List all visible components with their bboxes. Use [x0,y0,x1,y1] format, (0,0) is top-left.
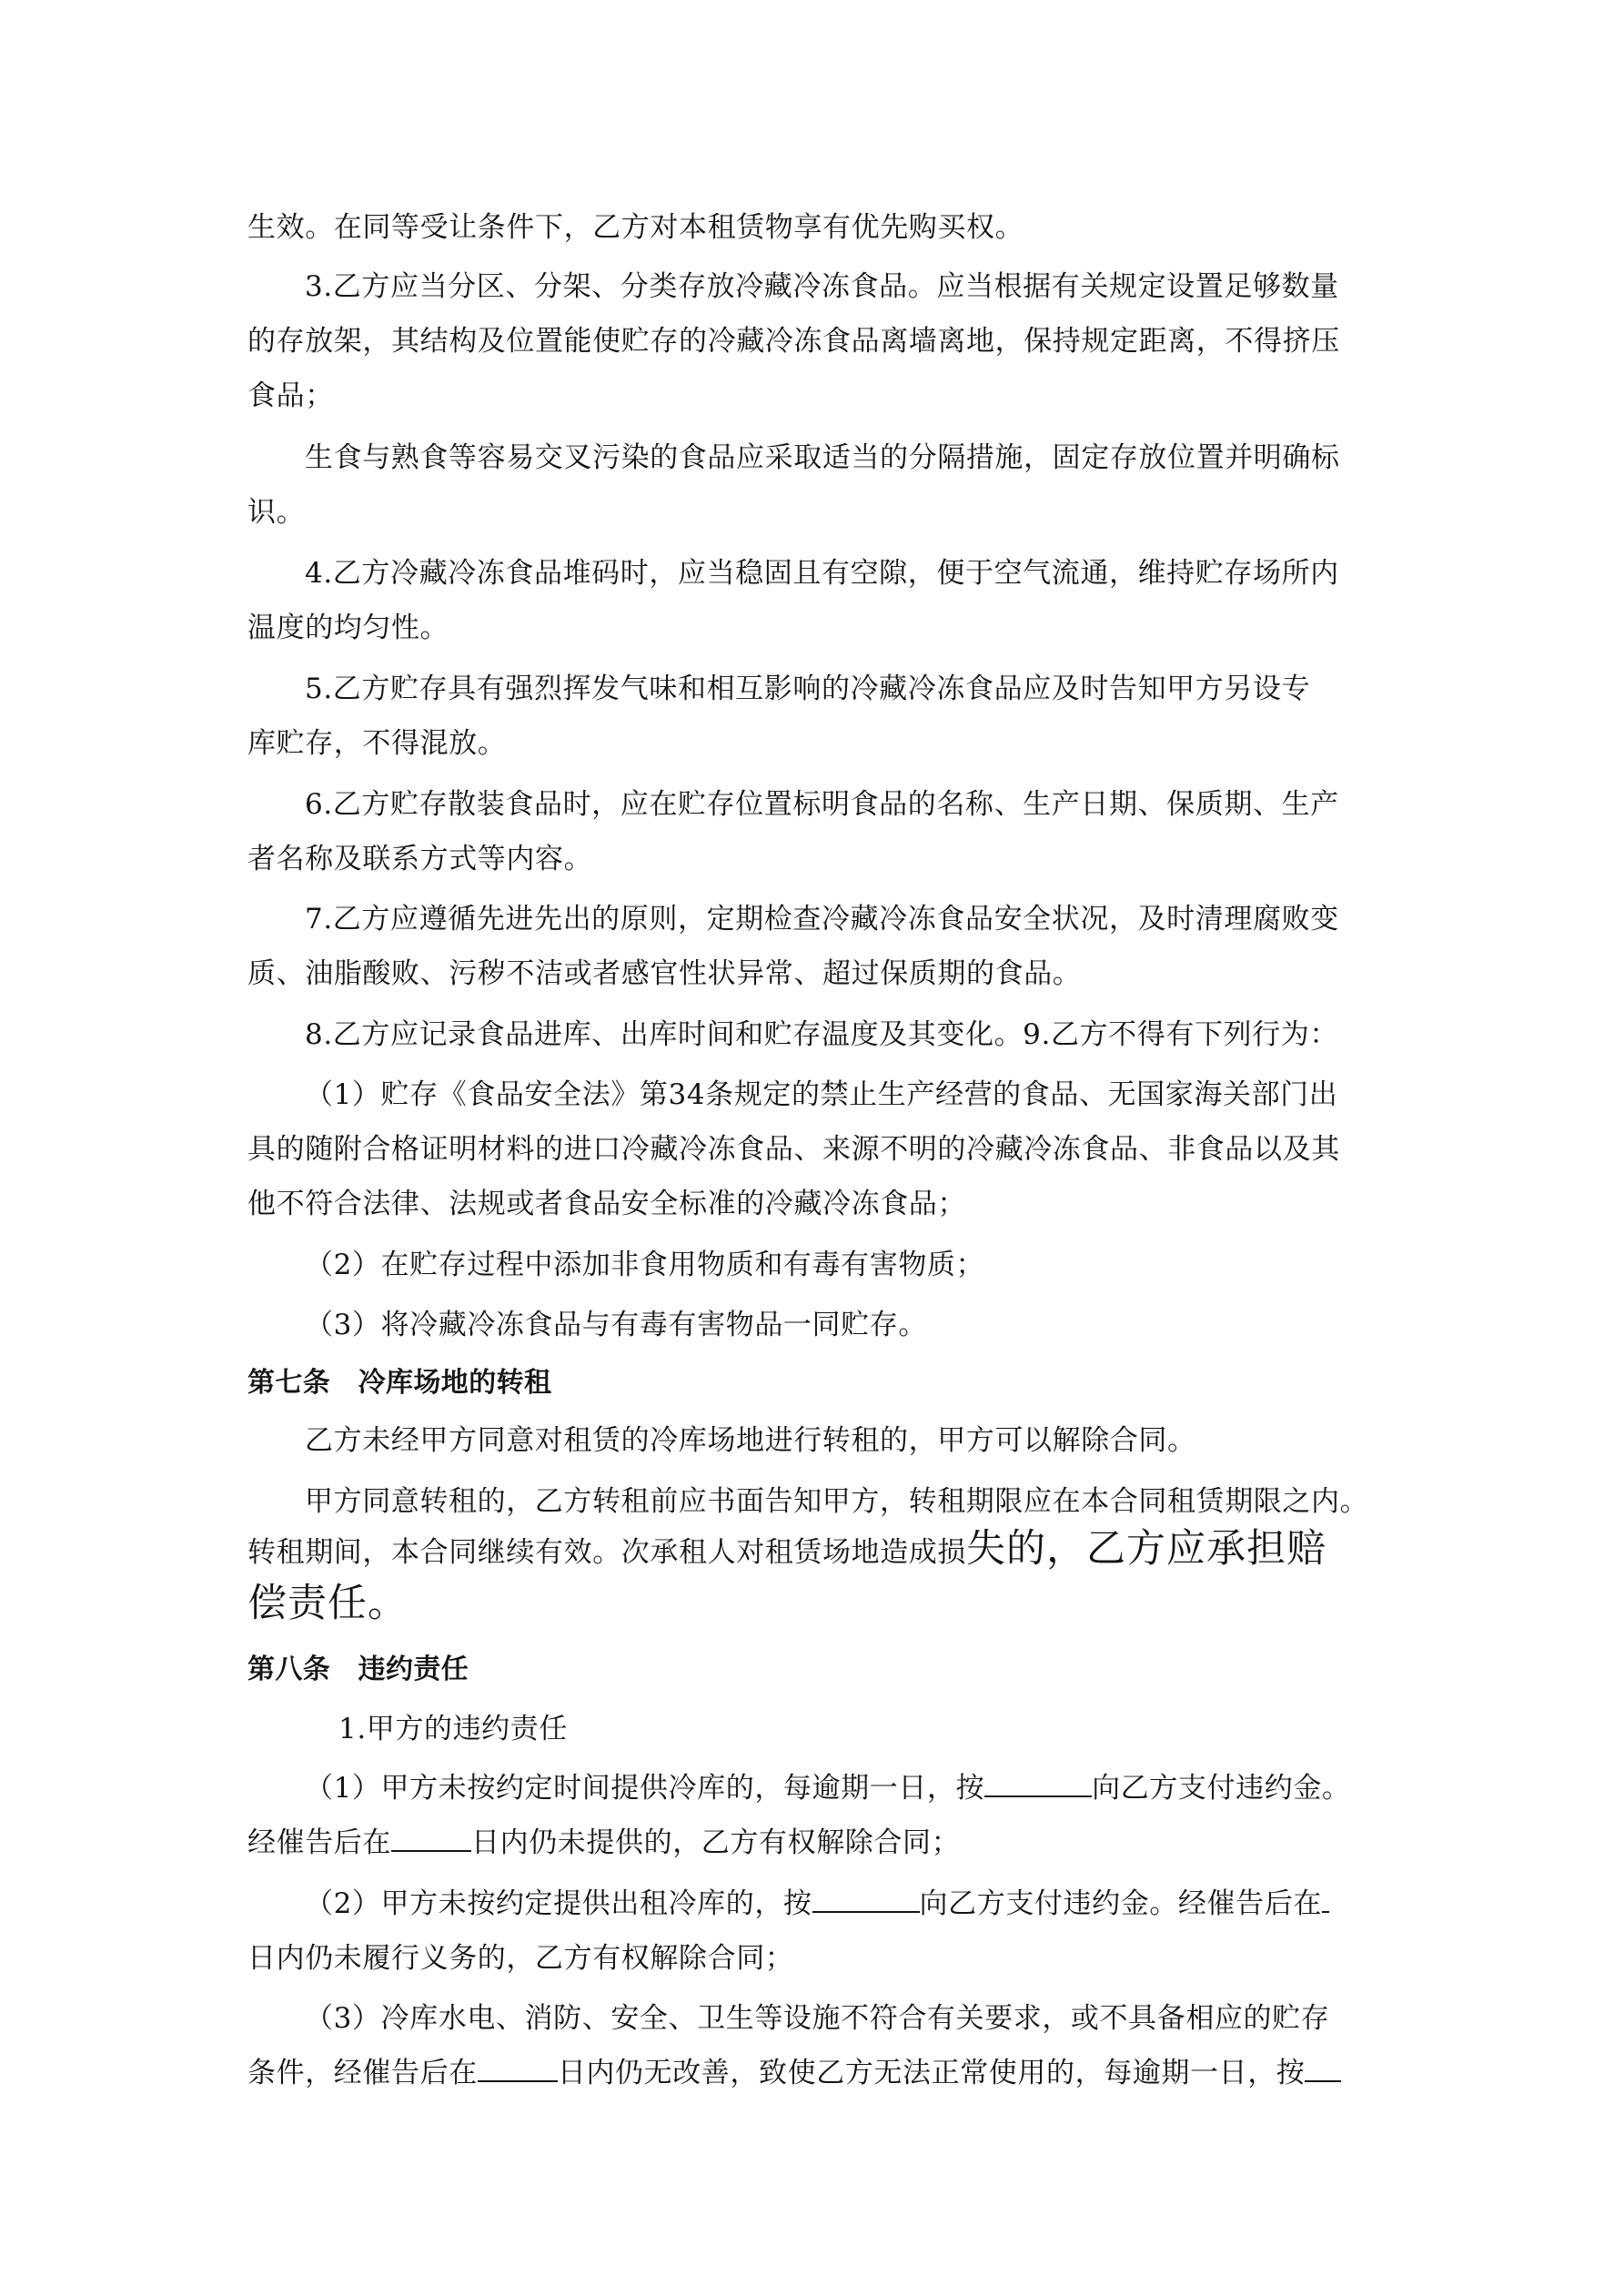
blank-field [391,1826,471,1852]
text-line: 生食与熟食等容易交叉污染的食品应采取适当的分隔措施，固定存放位置并明确标 [305,441,1340,474]
text-line: 者名称及联系方式等内容。 [247,843,593,875]
section-heading: 第七条 冷库场地的转租 [247,1367,552,1399]
text-line [247,2055,1341,2091]
section-heading: 第八条 违约责任 [247,1654,469,1685]
text-line [247,1526,1326,1572]
blank-field [1305,2057,1341,2082]
text-line: 4.乙方冷藏冷冻食品堆码时，应当稳固且有空隙，便于空气流通，维持贮存场所内 [305,557,1339,590]
text-line-large: 偿责任。 [247,1581,408,1626]
text-line: 1.甲方的违约责任 [338,1713,568,1745]
text-line: 质、油脂酸败、污秽不洁或者感官性状异常、超过保质期的食品。 [247,957,1082,990]
text-segment: 向乙方支付违约金。经催告后在 [919,1887,1322,1920]
text-line: 5.乙方贮存具有强烈挥发气味和相互影响的冷藏冷冻食品应及时告知甲方另设专 [305,673,1311,705]
text-line: 食品； [247,379,334,412]
blank-field [1322,1887,1329,1913]
text-line: 乙方未经甲方同意对租赁的冷库场地进行转租的，甲方可以解除合同。 [305,1424,1196,1457]
text-line: 温度的均匀性。 [247,612,449,644]
text-segment: 经催告后在 [247,1826,391,1859]
text-line: 日内仍未履行义务的，乙方有权解除合同； [247,1942,794,1975]
text-line: （2）在贮存过程中添加非食用物质和有毒有害物质； [305,1249,985,1281]
text-line: 6.乙方贮存散装食品时，应在贮存位置标明食品的名称、生产日期、保质期、生产 [305,788,1339,821]
text-segment: 日内仍未提供的，乙方有权解除合同； [471,1826,961,1859]
text-line: （3）冷库水电、消防、安全、卫生等设施不符合有关要求，或不具备相应的贮存 [305,2002,1330,2035]
blank-field [478,2057,558,2082]
text-line: 8.乙方应记录食品进库、出库时间和贮存温度及其变化。9.乙方不得有下列行为： [305,1018,1338,1051]
text-line: 7.乙方应遵循先进先出的原则，定期检查冷藏冷冻食品安全状况，及时清理腐败变 [305,903,1339,936]
text-segment: 向乙方支付违约金。 [1092,1772,1351,1805]
text-line: （1）贮存《食品安全法》第34条规定的禁止生产经营的食品、无国家海关部门出 [305,1078,1338,1111]
text-segment: 转租期间，本合同继续有效。次承租人对租赁场地造成损 [247,1536,966,1569]
text-segment: 条件，经催告后在 [247,2057,478,2089]
text-line: （3）将冷藏冷冻食品与有毒有害物品一同贮存。 [305,1309,927,1341]
text-segment: 日内仍无改善，致使乙方无法正常使用的，每逾期一日，按 [557,2057,1306,2089]
text-line: 库贮存，不得混放。 [247,727,507,760]
text-segment: （2）甲方未按约定提供出租冷库的，按 [305,1887,812,1920]
blank-field [984,1772,1092,1797]
text-line [305,1886,1329,1922]
text-line: 识。 [247,496,306,529]
text-line [305,1770,1351,1806]
text-segment: （1）甲方未按约定时间提供冷库的，每逾期一日，按 [305,1772,985,1805]
text-line: 具的随附合格证明材料的进口冷藏冷冻食品、来源不明的冷藏冷冻食品、非食品以及其 [247,1133,1340,1166]
text-line: 他不符合法律、法规或者食品安全标准的冷藏冷冻食品； [247,1188,966,1220]
text-line: 的存放架，其结构及位置能使贮存的冷藏冷冻食品离墙离地，保持规定距离，不得挤压 [247,325,1340,358]
text-segment-large: 失的，乙方应承担赔 [966,1526,1326,1572]
blank-field [812,1887,920,1913]
text-line: 3.乙方应当分区、分架、分类存放冷藏冷冻食品。应当根据有关规定设置足够数量 [305,270,1339,303]
text-line: 甲方同意转租的，乙方转租前应书面告知甲方，转租期限应在本合同租赁期限之内。 [305,1485,1369,1518]
text-line: 生效。在同等受让条件下，乙方对本租赁物享有优先购买权。 [247,211,1024,244]
text-line [247,1825,960,1861]
